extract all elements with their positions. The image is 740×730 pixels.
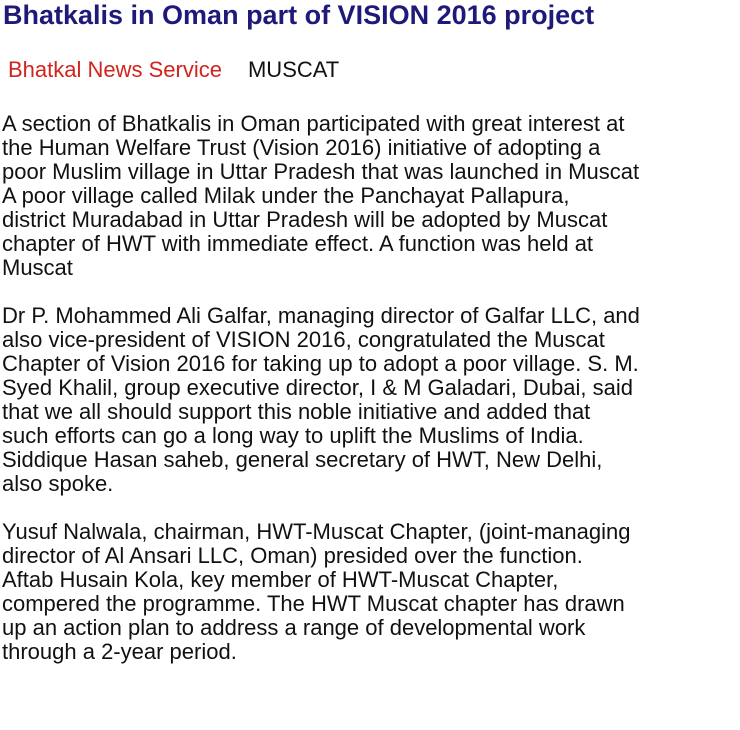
- text-line: up an action plan to address a range of developmental work: [2, 615, 586, 640]
- article-paragraph: [2, 112, 740, 280]
- text-line: director of Al Ansari LLC, Oman) presided over the function.: [2, 543, 583, 568]
- article-body: [2, 112, 740, 664]
- text-line: through a 2-year period.: [2, 639, 237, 664]
- text-line: Aftab Husain Kola, key member of HWT-Muscat Chapter,: [2, 567, 559, 592]
- text-line: also spoke.: [2, 471, 114, 496]
- byline: [8, 56, 339, 84]
- text-line: that we all should support this noble initiative and added that: [2, 399, 591, 424]
- text-line: Syed Khalil, group executive director, I & M Galadari, Dubai, said: [2, 375, 633, 400]
- news-source: Bhatkal News Service: [8, 57, 222, 82]
- text-line: also vice-president of VISION 2016, congratulated the Muscat: [2, 327, 605, 352]
- article-title: Bhatkalis in Oman part of VISION 2016 project: [3, 0, 595, 30]
- text-line: Muscat: [2, 255, 73, 280]
- text-line: compered the programme. The HWT Muscat chapter has drawn: [2, 591, 625, 616]
- text-line: Yusuf Nalwala, chairman, HWT-Muscat Chapter, (joint-managing: [2, 519, 631, 544]
- text-line: such efforts can go a long way to uplift the Muslims of India.: [2, 423, 584, 448]
- text-line: Chapter of Vision 2016 for taking up to adopt a poor village. S. M.: [2, 351, 639, 376]
- text-line: A poor village called Milak under the Panchayat Pallapura,: [2, 183, 570, 208]
- text-line: Dr P. Mohammed Ali Galfar, managing director of Galfar LLC, and: [2, 303, 640, 328]
- text-line: district Muradabad in Uttar Pradesh will be adopted by Muscat: [2, 207, 608, 232]
- text-line: chapter of HWT with immediate effect. A function was held at: [2, 231, 594, 256]
- text-line: Siddique Hasan saheb, general secretary of HWT, New Delhi,: [2, 447, 603, 472]
- text-line: poor Muslim village in Uttar Pradesh that was launched in Muscat: [2, 159, 640, 184]
- article-paragraph: [2, 520, 740, 664]
- text-line: A section of Bhatkalis in Oman participated with great interest at: [2, 111, 625, 136]
- dateline-location: MUSCAT: [247, 57, 340, 82]
- text-line: the Human Welfare Trust (Vision 2016) initiative of adopting a: [2, 135, 601, 160]
- article-paragraph: [2, 304, 740, 496]
